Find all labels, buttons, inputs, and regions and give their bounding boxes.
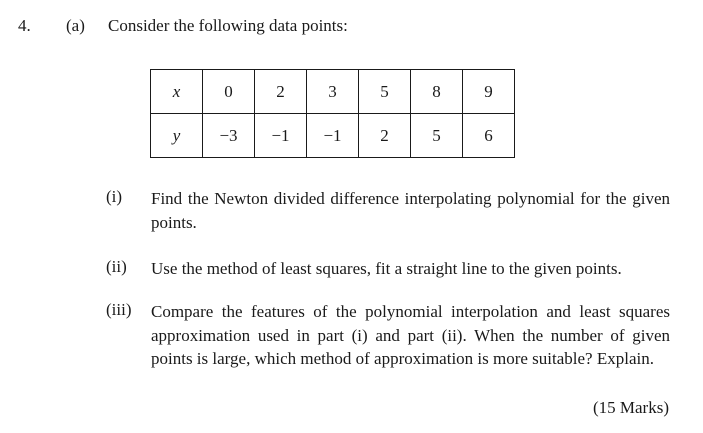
table-cell: 3 [307, 70, 359, 114]
table-cell: 5 [411, 114, 463, 158]
table-cell: 0 [203, 70, 255, 114]
table-header-x: x [151, 70, 203, 114]
table-header-y: y [151, 114, 203, 158]
subpart-label: (iii) [106, 300, 132, 319]
table-cell: 5 [359, 70, 411, 114]
table-cell: 6 [463, 114, 515, 158]
subpart-text: Find the Newton divided difference interpolating polynomial for the given points. [151, 189, 670, 232]
table-cell: 8 [411, 70, 463, 114]
table-cell: −1 [255, 114, 307, 158]
table-cell: −1 [307, 114, 359, 158]
data-points-table [150, 69, 515, 158]
question-part-label: (a) [66, 16, 85, 35]
subpart-label: (ii) [106, 257, 127, 276]
table-cell: 9 [463, 70, 515, 114]
question-intro: Consider the following data points: [108, 16, 348, 35]
table-cell: −3 [203, 114, 255, 158]
table-cell: 2 [255, 70, 307, 114]
table-row-y [151, 114, 515, 158]
subpart-label: (i) [106, 187, 123, 206]
marks-allocation: (15 Marks) [592, 398, 669, 417]
subpart-text: Compare the features of the polynomial interpolation and least squares approximation used in part (i) and part (ii). When the number of given points is large, which method of approximation is more suitable? Explain. [151, 302, 670, 368]
subpart-text: Use the method of least squares, fit a straight line to the given points. [151, 259, 622, 278]
table-row-x [151, 70, 515, 114]
question-number: 4. [18, 16, 31, 35]
table-cell: 2 [359, 114, 411, 158]
